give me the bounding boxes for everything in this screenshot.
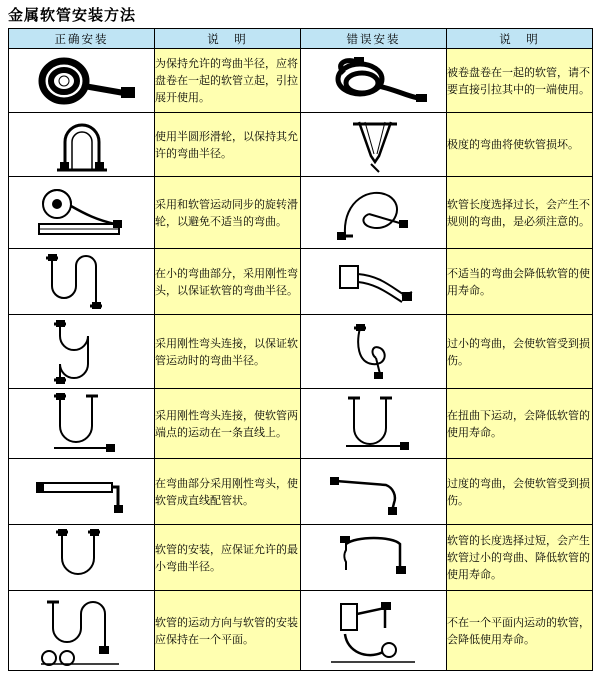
rotating-pulley-hose-icon <box>9 177 155 249</box>
wrong-desc-text: 软管的长度选择过短，会产生软管过小的弯曲、降低软管的使用寿命。 <box>447 525 593 591</box>
correct-desc-text: 为保持允许的弯曲半径，应将盘卷在一起的软管立起，引拉展开使用。 <box>155 49 301 113</box>
table-row <box>9 525 593 591</box>
wrong-desc-text: 软管长度选择过长，会产生不规则的弯曲，是必须注意的。 <box>447 177 593 249</box>
coiled-hose-icon <box>9 49 155 113</box>
correct-desc-text: 软管的运动方向与软管的安装应保持在一个平面。 <box>155 591 301 671</box>
sharp-bend-hose-icon <box>301 113 447 177</box>
table-row <box>9 49 593 113</box>
tangled-coiled-hose-icon <box>301 49 447 113</box>
straight-pipe-elbow-icon <box>9 459 155 525</box>
wrong-desc-text: 过小的弯曲，会使软管受到损伤。 <box>447 315 593 389</box>
too-tight-bend-icon <box>301 315 447 389</box>
header-wrong-install: 错误安装 <box>301 29 447 49</box>
correct-desc-text: 在小的弯曲部分，采用刚性弯头，以保证软管的弯曲半径。 <box>155 249 301 315</box>
correct-desc-text: 使用半圆形滑轮，以保持其允许的弯曲半径。 <box>155 113 301 177</box>
correct-desc-text: 采用刚性弯头连接，以保证软管运动时的弯曲半径。 <box>155 315 301 389</box>
table-header-row <box>9 29 593 49</box>
wrong-desc-text: 极度的弯曲将使软管损坏。 <box>447 113 593 177</box>
correct-desc-text: 采用刚性弯头连接，使软管两端点的运动在一条直线上。 <box>155 389 301 459</box>
table-row <box>9 113 593 177</box>
wrong-desc-text: 过度的弯曲，会使软管受到损伤。 <box>447 459 593 525</box>
torsional-bend-icon <box>301 389 447 459</box>
wrong-desc-text: 被卷盘卷在一起的软管，请不要直接引拉其中的一端使用。 <box>447 49 593 113</box>
rigid-elbow-connection-icon <box>9 315 155 389</box>
header-correct-desc: 说 明 <box>155 29 301 49</box>
over-length-hose-icon <box>301 525 447 591</box>
table-row <box>9 177 593 249</box>
table-row <box>9 459 593 525</box>
same-plane-movement-icon <box>9 591 155 671</box>
page-title: 金属软管安装方法 <box>8 6 137 24</box>
minimum-bend-radius-icon <box>9 525 155 591</box>
install-methods-table <box>8 28 593 671</box>
table-row <box>9 249 593 315</box>
header-correct-install: 正确安装 <box>9 29 155 49</box>
table-row <box>9 315 593 389</box>
correct-desc-text: 软管的安装，应保证允许的最小弯曲半径。 <box>155 525 301 591</box>
wrong-desc-text: 在扭曲下运动，会降低软管的使用寿命。 <box>447 389 593 459</box>
excessive-bend-icon <box>301 459 447 525</box>
wrong-desc-text: 不在一个平面内运动的软管，会降低使用寿命。 <box>447 591 593 671</box>
improper-bend-icon <box>301 249 447 315</box>
table-row <box>9 591 593 671</box>
header-wrong-desc: 说 明 <box>447 29 593 49</box>
u-shape-rigid-elbow-icon <box>9 389 155 459</box>
table-row <box>9 389 593 459</box>
correct-desc-text: 采用和软管运动同步的旋转滑轮，以避免不适当的弯曲。 <box>155 177 301 249</box>
out-of-plane-movement-icon <box>301 591 447 671</box>
wrong-desc-text: 不适当的弯曲会降低软管的使用寿命。 <box>447 249 593 315</box>
rigid-elbow-support-icon <box>9 249 155 315</box>
semicircular-pulley-hose-icon <box>9 113 155 177</box>
irregular-long-hose-icon <box>301 177 447 249</box>
correct-desc-text: 在弯曲部分采用刚性弯头，使软管成直线配管状。 <box>155 459 301 525</box>
